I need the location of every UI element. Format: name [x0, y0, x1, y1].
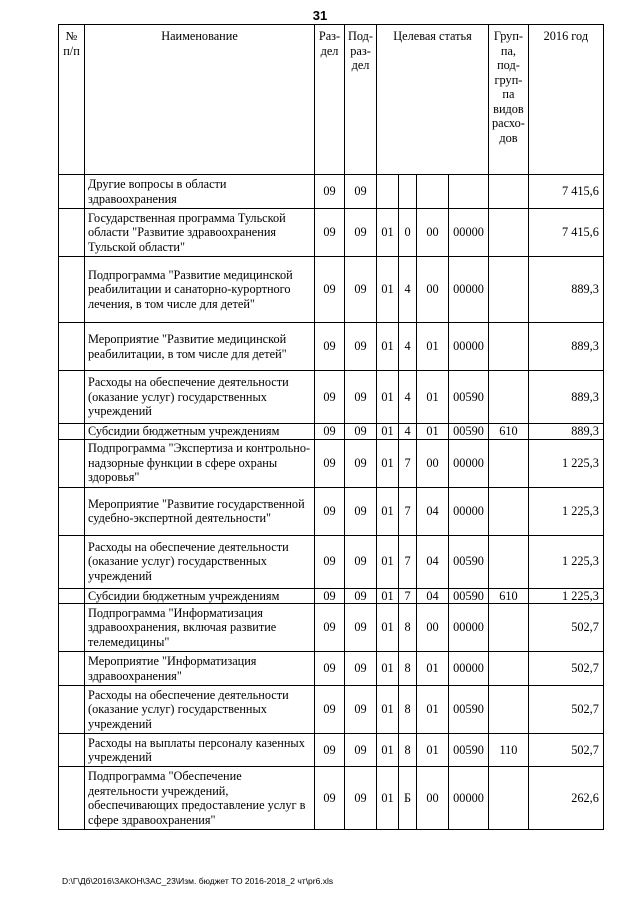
cell-name: Расходы на обеспечение деятельности (оказание услуг) государственных учреждений [85, 686, 315, 734]
cell-c3: 00 [417, 257, 449, 323]
header-year: 2016 год [528, 25, 603, 175]
cell-c2: 4 [399, 323, 417, 371]
cell-amount: 1 225,3 [528, 535, 603, 588]
cell-c4 [449, 175, 489, 209]
cell-num [59, 767, 85, 830]
cell-num [59, 535, 85, 588]
cell-c4: 00000 [449, 487, 489, 535]
cell-name: Мероприятие "Информатизация здравоохранения" [85, 652, 315, 686]
cell-c4: 00590 [449, 588, 489, 604]
cell-podrazdel: 09 [345, 734, 377, 767]
cell-num [59, 175, 85, 209]
table-row [59, 652, 604, 686]
budget-table [58, 24, 604, 830]
cell-vid [489, 371, 529, 424]
cell-vid [489, 604, 529, 652]
cell-amount: 7 415,6 [528, 209, 603, 257]
cell-num [59, 424, 85, 440]
cell-vid [489, 535, 529, 588]
cell-razdel: 09 [315, 604, 345, 652]
cell-razdel: 09 [315, 767, 345, 830]
cell-razdel: 09 [315, 652, 345, 686]
table-row [59, 588, 604, 604]
cell-num [59, 257, 85, 323]
cell-amount: 889,3 [528, 371, 603, 424]
cell-c2: 4 [399, 424, 417, 440]
table-row [59, 371, 604, 424]
cell-vid [489, 175, 529, 209]
cell-c3: 01 [417, 424, 449, 440]
cell-c1: 01 [377, 734, 399, 767]
cell-c4: 00590 [449, 686, 489, 734]
cell-podrazdel: 09 [345, 175, 377, 209]
cell-razdel: 09 [315, 588, 345, 604]
table-row [59, 209, 604, 257]
cell-c4: 00590 [449, 734, 489, 767]
cell-podrazdel: 09 [345, 487, 377, 535]
cell-c2: 8 [399, 734, 417, 767]
cell-vid [489, 257, 529, 323]
cell-name: Подпрограмма "Экспертиза и контрольно-надзорные функции в сфере охраны здоровья" [85, 439, 315, 487]
cell-razdel: 09 [315, 257, 345, 323]
header-section: Раз-дел [315, 25, 345, 175]
cell-amount: 889,3 [528, 424, 603, 440]
cell-vid [489, 209, 529, 257]
cell-podrazdel: 09 [345, 424, 377, 440]
cell-c1: 01 [377, 371, 399, 424]
cell-amount: 502,7 [528, 686, 603, 734]
cell-num [59, 686, 85, 734]
cell-c3: 00 [417, 439, 449, 487]
cell-amount: 889,3 [528, 323, 603, 371]
cell-c4: 00000 [449, 323, 489, 371]
table-row [59, 535, 604, 588]
cell-c1: 01 [377, 686, 399, 734]
header-group: Груп-па, под-груп-па видов расхо-дов [489, 25, 529, 175]
cell-num [59, 371, 85, 424]
cell-c2: Б [399, 767, 417, 830]
cell-num [59, 588, 85, 604]
cell-c1 [377, 175, 399, 209]
cell-c2: 4 [399, 371, 417, 424]
table-header-row [59, 25, 604, 175]
cell-c1: 01 [377, 767, 399, 830]
cell-razdel: 09 [315, 686, 345, 734]
cell-c3: 00 [417, 767, 449, 830]
cell-vid [489, 487, 529, 535]
cell-c3: 04 [417, 535, 449, 588]
cell-c2: 7 [399, 535, 417, 588]
cell-amount: 262,6 [528, 767, 603, 830]
cell-podrazdel: 09 [345, 652, 377, 686]
table-row [59, 175, 604, 209]
cell-c4: 00000 [449, 652, 489, 686]
cell-c2: 8 [399, 604, 417, 652]
cell-c2: 0 [399, 209, 417, 257]
table-row [59, 604, 604, 652]
cell-c1: 01 [377, 209, 399, 257]
cell-c2: 7 [399, 588, 417, 604]
cell-c1: 01 [377, 652, 399, 686]
cell-podrazdel: 09 [345, 209, 377, 257]
cell-name: Другие вопросы в области здравоохранения [85, 175, 315, 209]
cell-c3: 04 [417, 487, 449, 535]
table-row [59, 767, 604, 830]
cell-c3 [417, 175, 449, 209]
cell-c3: 01 [417, 652, 449, 686]
cell-name: Мероприятие "Развитие государственной судебно-экспертной деятельности" [85, 487, 315, 535]
cell-c4: 00000 [449, 604, 489, 652]
cell-amount: 1 225,3 [528, 588, 603, 604]
header-target: Целевая статья [377, 25, 489, 175]
cell-vid [489, 439, 529, 487]
cell-name: Расходы на выплаты персоналу казенных учреждений [85, 734, 315, 767]
cell-c3: 00 [417, 604, 449, 652]
cell-c2: 7 [399, 439, 417, 487]
cell-c3: 01 [417, 323, 449, 371]
header-num: № п/п [59, 25, 85, 175]
table-row [59, 323, 604, 371]
table-row [59, 257, 604, 323]
cell-c3: 01 [417, 371, 449, 424]
cell-num [59, 487, 85, 535]
cell-amount: 1 225,3 [528, 487, 603, 535]
cell-razdel: 09 [315, 209, 345, 257]
footer-file-path: D:\Г\Дб\2016\ЗАКОН\ЗАС_23\Изм. бюджет ТО 2016-2018_2 чт\pr6.xls [62, 876, 334, 886]
cell-podrazdel: 09 [345, 535, 377, 588]
page-number: 31 [312, 8, 328, 23]
cell-name: Мероприятие "Развитие медицинской реабилитации, в том числе для детей" [85, 323, 315, 371]
cell-c4: 00000 [449, 209, 489, 257]
cell-amount: 889,3 [528, 257, 603, 323]
cell-podrazdel: 09 [345, 604, 377, 652]
cell-amount: 502,7 [528, 604, 603, 652]
cell-c3: 00 [417, 209, 449, 257]
cell-num [59, 323, 85, 371]
cell-razdel: 09 [315, 439, 345, 487]
cell-name: Подпрограмма "Обеспечение деятельности учреждений, обеспечивающих предоставление услуг в сфере здравоохранения" [85, 767, 315, 830]
cell-razdel: 09 [315, 424, 345, 440]
cell-vid [489, 686, 529, 734]
cell-name: Расходы на обеспечение деятельности (оказание услуг) государственных учреждений [85, 535, 315, 588]
cell-razdel: 09 [315, 535, 345, 588]
cell-podrazdel: 09 [345, 439, 377, 487]
header-subsection: Под-раз-дел [345, 25, 377, 175]
cell-razdel: 09 [315, 371, 345, 424]
cell-c1: 01 [377, 604, 399, 652]
table-row [59, 439, 604, 487]
cell-razdel: 09 [315, 487, 345, 535]
cell-num [59, 439, 85, 487]
cell-vid [489, 323, 529, 371]
cell-c2: 7 [399, 487, 417, 535]
cell-vid: 610 [489, 424, 529, 440]
cell-c3: 04 [417, 588, 449, 604]
cell-name: Государственная программа Тульской области "Развитие здравоохранения Тульской области" [85, 209, 315, 257]
cell-c3: 01 [417, 686, 449, 734]
cell-podrazdel: 09 [345, 686, 377, 734]
cell-vid: 610 [489, 588, 529, 604]
table-row [59, 487, 604, 535]
cell-c4: 00000 [449, 439, 489, 487]
cell-num [59, 604, 85, 652]
cell-name: Расходы на обеспечение деятельности (оказание услуг) государственных учреждений [85, 371, 315, 424]
cell-num [59, 209, 85, 257]
cell-amount: 502,7 [528, 652, 603, 686]
cell-c1: 01 [377, 535, 399, 588]
cell-name: Подпрограмма "Информатизация здравоохранения, включая развитие телемедицины" [85, 604, 315, 652]
cell-c4: 00000 [449, 767, 489, 830]
cell-c1: 01 [377, 439, 399, 487]
table-row [59, 424, 604, 440]
cell-c1: 01 [377, 424, 399, 440]
cell-vid: 110 [489, 734, 529, 767]
cell-podrazdel: 09 [345, 257, 377, 323]
cell-vid [489, 767, 529, 830]
cell-vid [489, 652, 529, 686]
table-row [59, 686, 604, 734]
cell-podrazdel: 09 [345, 323, 377, 371]
cell-podrazdel: 09 [345, 588, 377, 604]
cell-amount: 1 225,3 [528, 439, 603, 487]
cell-c2: 8 [399, 686, 417, 734]
table-body [59, 175, 604, 830]
cell-c2: 8 [399, 652, 417, 686]
cell-razdel: 09 [315, 175, 345, 209]
table-row [59, 734, 604, 767]
cell-razdel: 09 [315, 323, 345, 371]
cell-amount: 502,7 [528, 734, 603, 767]
cell-c1: 01 [377, 323, 399, 371]
cell-c2: 4 [399, 257, 417, 323]
cell-c1: 01 [377, 257, 399, 323]
cell-razdel: 09 [315, 734, 345, 767]
cell-name: Субсидии бюджетным учреждениям [85, 588, 315, 604]
cell-c1: 01 [377, 588, 399, 604]
cell-name: Подпрограмма "Развитие медицинской реабилитации и санаторно-курортного лечения, в том числе для детей" [85, 257, 315, 323]
cell-c4: 00590 [449, 535, 489, 588]
cell-num [59, 652, 85, 686]
cell-name: Субсидии бюджетным учреждениям [85, 424, 315, 440]
cell-amount: 7 415,6 [528, 175, 603, 209]
cell-podrazdel: 09 [345, 767, 377, 830]
cell-num [59, 734, 85, 767]
header-name: Наименование [85, 25, 315, 175]
cell-c4: 00590 [449, 371, 489, 424]
cell-c3: 01 [417, 734, 449, 767]
cell-podrazdel: 09 [345, 371, 377, 424]
cell-c4: 00590 [449, 424, 489, 440]
cell-c4: 00000 [449, 257, 489, 323]
cell-c2 [399, 175, 417, 209]
cell-c1: 01 [377, 487, 399, 535]
